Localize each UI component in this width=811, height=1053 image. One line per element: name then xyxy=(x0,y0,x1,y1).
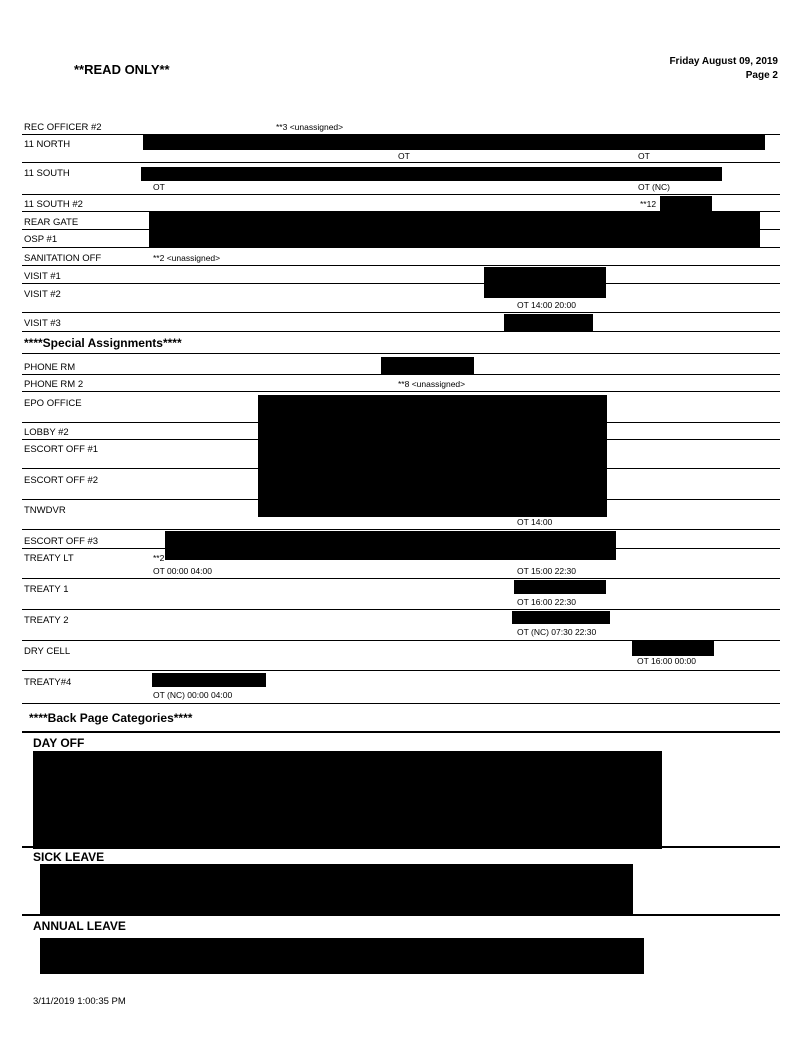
row-divider xyxy=(22,391,780,392)
row-divider xyxy=(22,312,780,313)
redaction-block xyxy=(512,611,610,624)
row-label-phone-rm-2: PHONE RM 2 xyxy=(24,379,84,390)
rec-officer-2-note: **3 <unassigned> xyxy=(276,122,344,132)
redaction-block xyxy=(40,938,644,974)
row-label-escort-off-3: ESCORT OFF #3 xyxy=(24,536,99,547)
treaty-4-ot: OT (NC) 00:00 04:00 xyxy=(153,690,233,700)
row-label-rec-officer-2: REC OFFICER #2 xyxy=(24,122,102,133)
row-label-dry-cell: DRY CELL xyxy=(24,646,71,657)
row-divider xyxy=(22,578,780,579)
row-label-11-south-2: 11 SOUTH #2 xyxy=(24,199,83,210)
row-label-11-north: 11 NORTH xyxy=(24,139,71,150)
row-label-treaty-1: TREATY 1 xyxy=(24,584,69,595)
row-label-treaty-lt: TREATY LT xyxy=(24,553,74,564)
redaction-block xyxy=(660,196,712,211)
row-label-tnwdvr: TNWDVR xyxy=(24,505,66,516)
section-divider xyxy=(22,914,780,916)
row-label-visit-2: VISIT #2 xyxy=(24,289,61,300)
treaty-lt-ot-right: OT 15:00 22:30 xyxy=(517,566,576,576)
row-label-escort-off-2: ESCORT OFF #2 xyxy=(24,475,99,486)
redaction-block xyxy=(141,167,722,181)
redaction-block xyxy=(33,751,662,849)
special-assignments-heading: ****Special Assignments**** xyxy=(24,336,182,350)
read-only-banner: **READ ONLY** xyxy=(74,62,170,77)
sanitation-off-note: **2 <unassigned> xyxy=(153,253,221,263)
redaction-block xyxy=(149,212,760,247)
row-divider xyxy=(22,374,780,375)
redaction-block xyxy=(514,580,606,594)
row-label-visit-1: VISIT #1 xyxy=(24,271,61,282)
section-divider xyxy=(22,731,780,733)
redaction-block xyxy=(258,395,607,517)
back-page-categories-heading: ****Back Page Categories**** xyxy=(29,711,193,725)
header-page-number: Page 2 xyxy=(745,70,778,81)
row-divider xyxy=(22,353,780,354)
visit-2-ot: OT 14:00 20:00 xyxy=(517,300,576,310)
header-date-block xyxy=(669,55,778,83)
row-label-epo-office: EPO OFFICE xyxy=(24,398,82,409)
row-divider xyxy=(22,331,780,332)
row-label-11-south: 11 SOUTH xyxy=(24,168,70,179)
row-divider xyxy=(22,609,780,610)
treaty-lt-prefix: **2 xyxy=(153,553,165,563)
row-divider xyxy=(22,548,780,549)
row-label-sanitation-off: SANITATION OFF xyxy=(24,253,102,264)
day-off-heading: DAY OFF xyxy=(33,736,85,750)
11-north-ot-mid: OT xyxy=(398,151,410,161)
phone-rm-2-note: **8 <unassigned> xyxy=(398,379,466,389)
row-label-rear-gate: REAR GATE xyxy=(24,217,79,228)
11-north-ot-right: OT xyxy=(638,151,650,161)
redaction-block xyxy=(143,134,765,150)
redaction-block xyxy=(40,864,633,915)
section-divider xyxy=(22,846,780,848)
redaction-block xyxy=(381,357,474,374)
dry-cell-ot: OT 16:00 00:00 xyxy=(637,656,696,666)
row-label-treaty-2: TREATY 2 xyxy=(24,615,69,626)
redaction-block xyxy=(504,314,593,331)
tnwdvr-ot: OT 14:00 xyxy=(517,517,553,527)
row-divider xyxy=(22,670,780,671)
row-divider xyxy=(22,265,780,266)
11-south-ot-right: OT (NC) xyxy=(638,182,670,192)
row-label-escort-off-1: ESCORT OFF #1 xyxy=(24,444,99,455)
header-date: Friday August 09, 2019 xyxy=(669,56,778,67)
row-divider xyxy=(22,162,780,163)
sick-leave-heading: SICK LEAVE xyxy=(33,850,105,864)
treaty-1-ot: OT 16:00 22:30 xyxy=(517,597,576,607)
row-divider xyxy=(22,194,780,195)
row-label-osp-1: OSP #1 xyxy=(24,234,58,245)
row-divider xyxy=(22,283,780,284)
row-divider xyxy=(22,247,780,248)
row-divider xyxy=(22,529,780,530)
row-label-lobby-2: LOBBY #2 xyxy=(24,427,69,438)
treaty-lt-ot-left: OT 00:00 04:00 xyxy=(153,566,212,576)
row-label-treaty-4: TREATY#4 xyxy=(24,677,72,688)
11-south-2-note: **12 xyxy=(640,199,657,209)
row-label-phone-rm: PHONE RM xyxy=(24,362,76,373)
redaction-block xyxy=(152,673,266,687)
11-south-ot-left: OT xyxy=(153,182,165,192)
footer-timestamp: 3/11/2019 1:00:35 PM xyxy=(33,996,126,1007)
annual-leave-heading: ANNUAL LEAVE xyxy=(33,919,126,933)
redaction-block xyxy=(165,531,616,560)
row-label-visit-3: VISIT #3 xyxy=(24,318,61,329)
redaction-block xyxy=(632,641,714,656)
treaty-2-ot: OT (NC) 07:30 22:30 xyxy=(517,627,597,637)
row-divider xyxy=(22,703,780,704)
